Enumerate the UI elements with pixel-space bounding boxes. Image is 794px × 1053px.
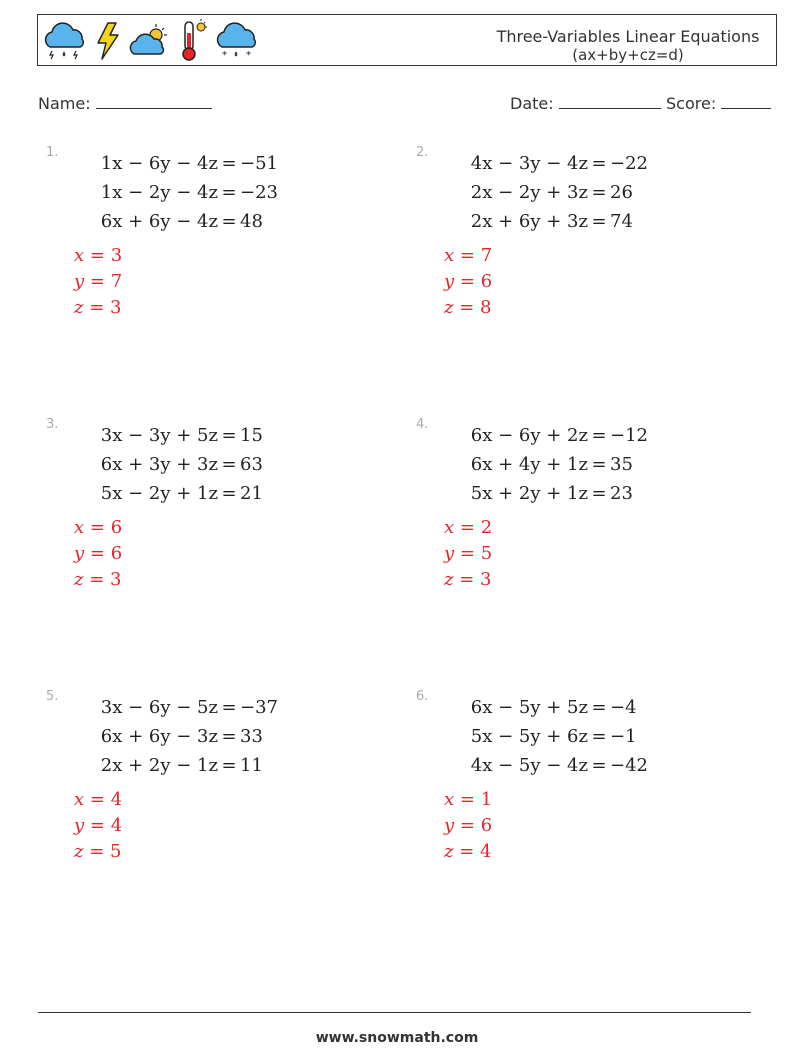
answer-equals: = <box>453 569 481 590</box>
answer-variable: z <box>74 297 84 318</box>
answer-variable: z <box>444 841 454 862</box>
answer-variable: y <box>74 543 85 564</box>
equals-sign: = <box>221 211 237 232</box>
answer-variable: y <box>74 815 85 836</box>
answer-value: 6 <box>110 517 123 538</box>
equation-row <box>416 211 633 232</box>
answer-equals: = <box>454 517 481 538</box>
problem-6 <box>416 689 746 909</box>
equation-right-side: 26 <box>610 182 633 203</box>
equation-left-side: 4x − 3y − 4z <box>470 153 588 174</box>
answer-value: 6 <box>480 271 493 292</box>
answer-variable: z <box>74 569 84 590</box>
equation-row <box>416 755 648 776</box>
answer-value: 6 <box>480 815 493 836</box>
equation-right-side: 33 <box>240 726 263 747</box>
equals-sign: = <box>221 726 237 747</box>
problem-4 <box>416 417 746 637</box>
answer-row <box>74 245 122 266</box>
answer-equals: = <box>84 789 111 810</box>
snow-cloud-icon <box>212 21 260 61</box>
equation-right-side: 63 <box>240 454 263 475</box>
answer-variable: y <box>444 815 455 836</box>
problem-5 <box>46 689 376 909</box>
name-label: Name: <box>38 94 91 113</box>
equation-row <box>416 153 648 174</box>
answer-equals: = <box>84 815 111 836</box>
equation-left-side: 5x − 5y + 6z <box>470 726 588 747</box>
answer-value: 2 <box>480 517 493 538</box>
answer-row <box>444 569 491 590</box>
answer-value: 7 <box>110 271 123 292</box>
answer-value: 6 <box>110 543 123 564</box>
answer-variable: y <box>444 271 455 292</box>
rain-lightning-cloud-icon <box>40 21 88 61</box>
answer-variable: y <box>444 543 455 564</box>
problem-1 <box>46 145 376 365</box>
equals-sign: = <box>591 153 607 174</box>
answer-variable: z <box>444 297 454 318</box>
worksheet-header <box>37 14 777 66</box>
answer-variable: y <box>74 271 85 292</box>
answer-value: 4 <box>480 841 492 862</box>
answer-equals: = <box>84 517 111 538</box>
equation-row <box>46 153 278 174</box>
equation-left-side: 5x − 2y + 1z <box>100 483 218 504</box>
equation-row <box>46 726 263 747</box>
thermometer-icon <box>176 19 208 63</box>
answer-row <box>444 271 492 292</box>
equation-right-side: −4 <box>610 697 637 718</box>
equals-sign: = <box>221 483 237 504</box>
equation-row <box>416 483 633 504</box>
answer-variable: x <box>74 245 85 266</box>
equation-row <box>416 425 648 446</box>
answer-value: 3 <box>110 569 122 590</box>
answer-equals: = <box>84 271 111 292</box>
answer-equals: = <box>84 543 111 564</box>
problem-number: 1. <box>46 145 59 160</box>
date-label: Date: <box>510 94 554 113</box>
equation-row <box>46 697 278 718</box>
equation-left-side: 6x + 3y + 3z <box>100 454 218 475</box>
problem-number: 2. <box>416 145 429 160</box>
answer-value: 1 <box>480 789 493 810</box>
problem-2 <box>416 145 746 365</box>
answer-row <box>444 517 492 538</box>
equation-right-side: −22 <box>610 153 648 174</box>
answer-equals: = <box>453 841 481 862</box>
answer-value: 8 <box>480 297 492 318</box>
equals-sign: = <box>591 182 607 203</box>
equals-sign: = <box>591 211 607 232</box>
equation-right-side: 23 <box>610 483 633 504</box>
answer-row <box>74 297 121 318</box>
answer-row <box>74 543 122 564</box>
equation-left-side: 5x + 2y + 1z <box>470 483 588 504</box>
problem-3 <box>46 417 376 637</box>
answer-row <box>74 271 122 292</box>
equation-left-side: 6x + 6y − 3z <box>100 726 218 747</box>
svg-text:*: * <box>222 50 227 61</box>
answer-row <box>74 789 122 810</box>
equation-row <box>46 182 278 203</box>
answer-equals: = <box>83 297 111 318</box>
answer-value: 7 <box>480 245 493 266</box>
equation-left-side: 3x − 3y + 5z <box>100 425 218 446</box>
equation-left-side: 1x − 6y − 4z <box>100 153 218 174</box>
answer-value: 4 <box>110 789 123 810</box>
equation-left-side: 1x − 2y − 4z <box>100 182 218 203</box>
equation-row <box>416 454 633 475</box>
equation-right-side: 35 <box>610 454 633 475</box>
equals-sign: = <box>221 153 237 174</box>
problem-number: 6. <box>416 689 429 704</box>
score-label: Score: <box>666 94 717 113</box>
answer-equals: = <box>453 297 481 318</box>
answer-row <box>444 245 492 266</box>
answer-row <box>74 517 122 538</box>
equation-right-side: 48 <box>240 211 263 232</box>
equation-right-side: 74 <box>610 211 633 232</box>
date-field[interactable] <box>510 93 661 113</box>
answer-variable: x <box>444 789 455 810</box>
equation-left-side: 6x − 5y + 5z <box>470 697 588 718</box>
equation-right-side: −37 <box>240 697 278 718</box>
equation-right-side: 15 <box>240 425 263 446</box>
answer-equals: = <box>454 543 481 564</box>
equals-sign: = <box>591 697 607 718</box>
equation-left-side: 6x + 4y + 1z <box>470 454 588 475</box>
equation-right-side: −12 <box>610 425 648 446</box>
svg-text:*: * <box>246 50 251 61</box>
equation-right-side: −1 <box>610 726 637 747</box>
equation-right-side: −51 <box>240 153 278 174</box>
answer-variable: z <box>444 569 454 590</box>
answer-row <box>74 815 122 836</box>
equals-sign: = <box>221 182 237 203</box>
weather-icons <box>40 18 260 64</box>
equation-right-side: 21 <box>240 483 263 504</box>
equation-row <box>46 425 263 446</box>
equals-sign: = <box>221 697 237 718</box>
equation-left-side: 2x + 2y − 1z <box>100 755 218 776</box>
equals-sign: = <box>591 726 607 747</box>
answer-row <box>444 815 492 836</box>
equation-right-side: 11 <box>240 755 263 776</box>
answer-value: 5 <box>480 543 493 564</box>
equation-row <box>46 211 263 232</box>
answer-variable: x <box>74 789 85 810</box>
answer-variable: x <box>444 517 455 538</box>
equation-left-side: 3x − 6y − 5z <box>100 697 218 718</box>
answer-equals: = <box>454 815 481 836</box>
sun-behind-cloud-icon <box>128 21 172 61</box>
answer-value: 3 <box>480 569 492 590</box>
worksheet-title <box>428 27 794 65</box>
score-field[interactable] <box>666 93 771 113</box>
equation-right-side: −42 <box>610 755 648 776</box>
score-blank[interactable] <box>721 93 771 109</box>
answer-row <box>444 789 492 810</box>
answer-variable: x <box>444 245 455 266</box>
equation-row <box>46 454 263 475</box>
equation-row <box>46 483 263 504</box>
answer-value: 3 <box>110 245 123 266</box>
equation-row <box>416 697 637 718</box>
answer-equals: = <box>83 569 111 590</box>
subtitle-text: (ax+by+cz=d) <box>572 46 684 64</box>
answer-row <box>444 841 491 862</box>
equals-sign: = <box>591 425 607 446</box>
title-text: Three-Variables Linear Equations <box>496 27 760 46</box>
equation-right-side: −23 <box>240 182 278 203</box>
name-blank[interactable] <box>96 93 212 109</box>
answer-equals: = <box>454 789 481 810</box>
answer-value: 5 <box>110 841 122 862</box>
answer-value: 3 <box>110 297 122 318</box>
answer-equals: = <box>84 245 111 266</box>
equation-left-side: 6x + 6y − 4z <box>100 211 218 232</box>
equals-sign: = <box>221 454 237 475</box>
answer-row <box>444 297 491 318</box>
answer-variable: x <box>74 517 85 538</box>
equals-sign: = <box>591 483 607 504</box>
equation-left-side: 2x − 2y + 3z <box>470 182 588 203</box>
answer-row <box>74 841 121 862</box>
name-field[interactable] <box>38 93 212 113</box>
answer-variable: z <box>74 841 84 862</box>
problem-number: 4. <box>416 417 429 432</box>
answer-equals: = <box>83 841 111 862</box>
equals-sign: = <box>591 454 607 475</box>
date-blank[interactable] <box>559 93 661 109</box>
equals-sign: = <box>221 425 237 446</box>
equals-sign: = <box>591 755 607 776</box>
answer-equals: = <box>454 245 481 266</box>
problem-number: 5. <box>46 689 59 704</box>
footer-divider <box>38 1012 751 1013</box>
answer-row <box>74 569 121 590</box>
equation-row <box>46 755 263 776</box>
footer-site: www.snowmath.com <box>315 1030 479 1046</box>
lightning-bolt-icon <box>92 21 124 61</box>
equation-row <box>416 726 637 747</box>
answer-equals: = <box>454 271 481 292</box>
answer-row <box>444 543 492 564</box>
problem-number: 3. <box>46 417 59 432</box>
equation-left-side: 2x + 6y + 3z <box>470 211 588 232</box>
equation-left-side: 6x − 6y + 2z <box>470 425 588 446</box>
equals-sign: = <box>221 755 237 776</box>
answer-value: 4 <box>110 815 123 836</box>
equation-left-side: 4x − 5y − 4z <box>470 755 588 776</box>
equation-row <box>416 182 633 203</box>
